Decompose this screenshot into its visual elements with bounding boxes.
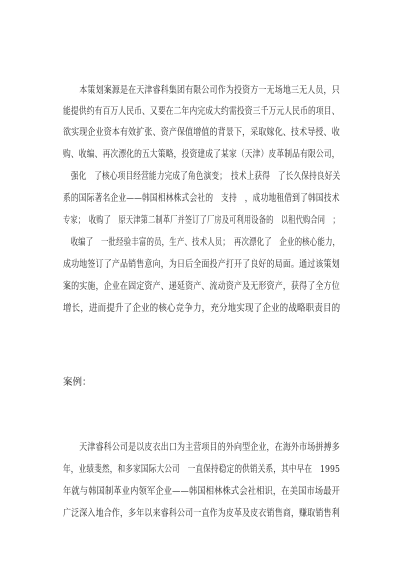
paragraph-1-line-3: 欲实现企业资本有效扩张、资产保值增值的背景下，采取嫁化、技术导授、收 [63,127,340,138]
paragraph-1-line-11: 增长，进而提升了企业的核心竞争力，充分地实现了企业的战略职责目的 [63,303,341,314]
paragraph-2-line-2: 年，业绩斐然，和多家国际大公司 一直保持稳定的供销关系，其中早在 1995 [63,464,341,475]
paragraph-2-line-1: 天津睿科公司是以皮衣出口为主营项目的外向型企业，在海外市场拼搏多 [63,442,340,453]
paragraph-1-line-2: 能提供约有百万人民币、又要在二年内完成大约需投资三千万元人民币的项目、 [63,106,340,117]
paragraph-1-line-1: 本策划案源是在天津睿科集团有限公司作为投资方一无场地三无人员，只 [63,85,340,96]
paragraph-1-line-8: 收编了 一批经验丰富的员，生产、技术人员； 再次漂化了 企业的核心能力， [63,237,341,248]
paragraph-2-line-4: 广泛深入地合作，多年以来睿科公司一直作为皮革及皮衣销售商，赚取销售利 [63,508,340,519]
paragraph-1-line-6: 系的国际著名企业——韩国相林株式会社的 支持 ，成功地租借到了韩国技术 [63,193,340,204]
paragraph-1-line-10: 案的实施，企业在固定资产、递延资产、流动资产及无形资产，获得了全方位 [63,281,340,292]
paragraph-1-line-5: 强化 了核心项目经营能力完成了角色演变； 技术上获得 了长久保持良好关 [63,171,341,182]
paragraph-1-line-7: 专家； 收购了 原天津第二制革厂并签订了厂房及可利用设备的 以租代购合同 ； [63,215,340,226]
paragraph-1-line-9: 成功地签订了产品销售意向，为日后全面投产打开了良好的局面。通过该策划 [63,259,340,270]
case-heading: 案例： [63,377,92,388]
paragraph-2-line-3: 年就与韩国制革业内领军企业——韩国相林株式会社相识，在美国市场最开 [63,486,341,497]
paragraph-1-line-4: 购、收编、再次漂化的五大策略，投资建成了某家（天津）皮革制品有限公司， [63,149,340,160]
